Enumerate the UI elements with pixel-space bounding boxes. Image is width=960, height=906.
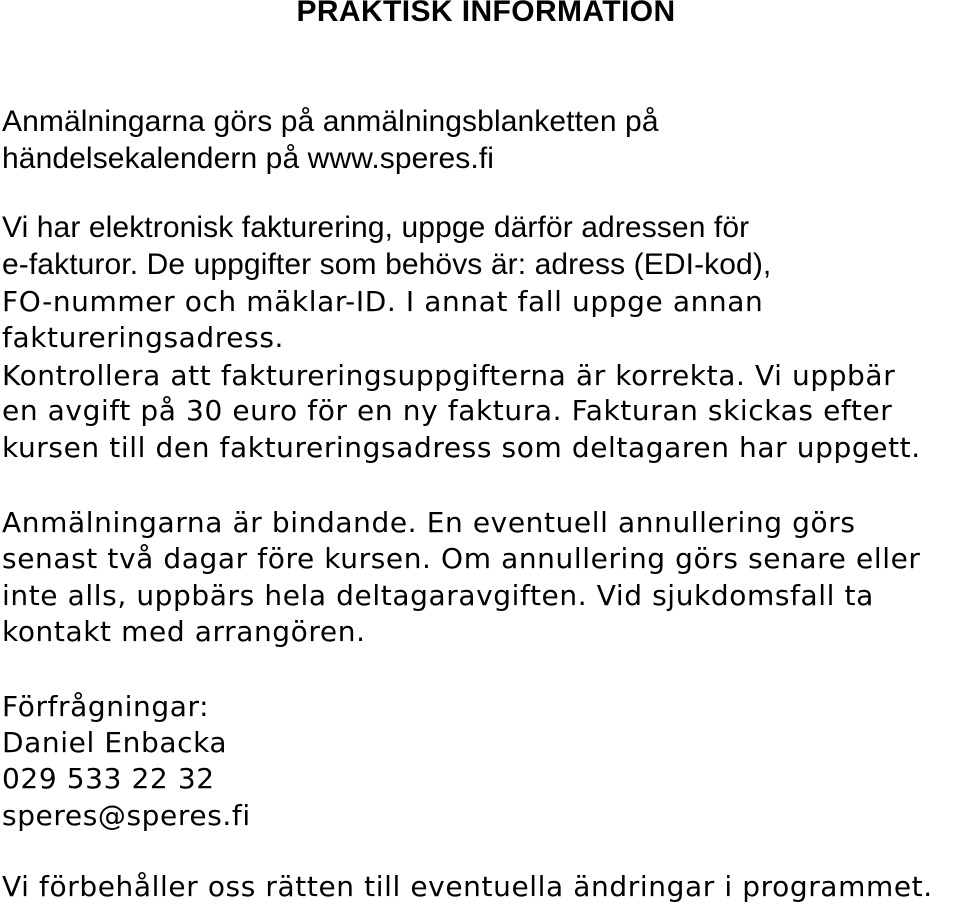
invoicing-line-4: faktureringsadress. [2, 321, 285, 354]
contact-phone: 029 533 22 32 [2, 762, 215, 795]
registration-line-2: händelsekalendern på www.speres.fi [2, 142, 495, 175]
page-title: PRAKTISK INFORMATION [296, 0, 676, 28]
invoicing-line-3: FO-nummer och mäklar-ID. I annat fall uppge annan [2, 285, 764, 318]
invoicing-line-1: Vi har elektronisk fakturering, uppge därför adressen för [2, 211, 750, 244]
contact-email: speres@speres.fi [2, 799, 251, 832]
disclaimer-text: Vi förbehåller oss rätten till eventuella ändringar i programmet. [2, 870, 933, 903]
cancellation-line-1: Anmälningarna är bindande. En eventuell annullering görs [2, 506, 856, 539]
contact-heading: Förfrågningar: [2, 690, 210, 723]
invoicing-line-5: Kontrollera att faktureringsuppgifterna är korrekta. Vi uppbär [2, 359, 896, 392]
cancellation-line-3: inte alls, uppbärs hela deltagaravgiften. Vid sjukdomsfall ta [2, 579, 874, 612]
invoicing-line-6: en avgift på 30 euro för en ny faktura. Fakturan skickas efter [2, 394, 893, 427]
invoicing-line-7: kursen till den faktureringsadress som deltagaren har uppgett. [2, 431, 921, 464]
cancellation-line-2: senast två dagar före kursen. Om annullering görs senare eller [2, 542, 921, 575]
registration-line-1: Anmälningarna görs på anmälningsblanketten på [2, 105, 659, 138]
contact-name: Daniel Enbacka [2, 726, 228, 759]
cancellation-line-4: kontakt med arrangören. [2, 615, 366, 648]
invoicing-line-2: e-fakturor. De uppgifter som behövs är: adress (EDI-kod), [2, 248, 772, 281]
